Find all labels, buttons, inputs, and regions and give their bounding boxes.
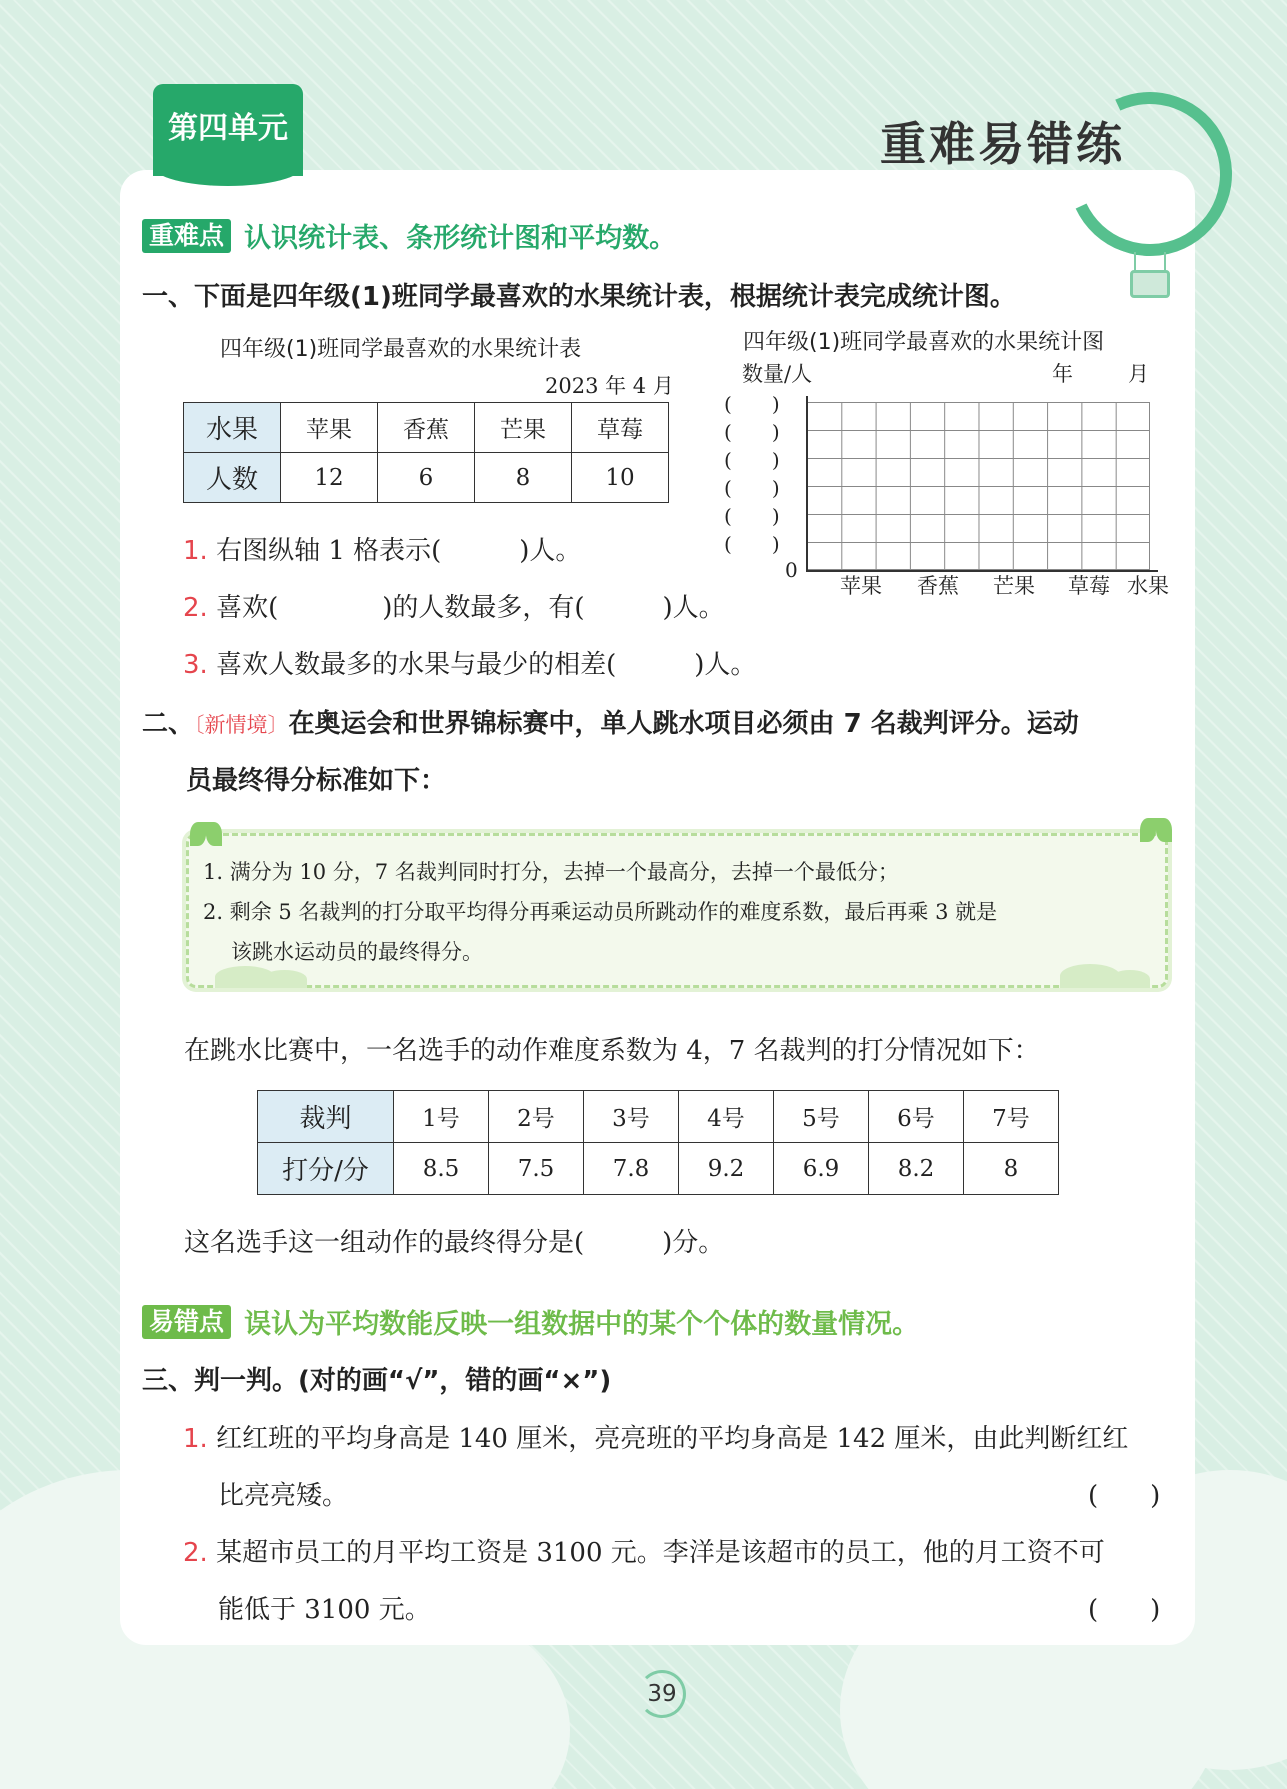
chart-x-tick: 草莓 [1068, 574, 1110, 598]
table-cell: 6.9 [774, 1143, 869, 1195]
table-cell: 1号 [394, 1091, 489, 1143]
q3-item-text: 某超市员工的月平均工资是 3100 元。李洋是该超市的员工，他的月工资不可 [216, 1538, 1105, 1568]
q2-text: 在奥运会和世界锦标赛中，单人跳水项目必须由 7 名裁判评分。运动 [288, 709, 1079, 739]
q2-intro: 在跳水比赛中，一名选手的动作难度系数为 4，7 名裁判的打分情况如下： [184, 1036, 1040, 1066]
y-tick-blank[interactable]: ( ) [724, 392, 780, 416]
chart-ylabel: 数量/人 [742, 362, 813, 386]
table-header-cell: 人数 [184, 453, 281, 503]
q2-line1 [142, 703, 1079, 740]
table-header-cell: 打分/分 [258, 1143, 394, 1195]
chart-origin: 0 [785, 558, 798, 582]
q2-prefix: 二、 [142, 709, 195, 739]
chart-x-tick: 香蕉 [917, 574, 959, 598]
table-cell: 芒果 [475, 403, 572, 453]
leaf-icon [206, 822, 222, 846]
q3-title: 三、判一判。(对的画“√”，错的画“×”) [142, 1366, 612, 1396]
q3-item-text: 红红班的平均身高是 140 厘米，亮亮班的平均身高是 142 厘米，由此判断红红 [216, 1424, 1129, 1454]
q1-sub-number: 1. [183, 536, 208, 566]
table-cell: 7.5 [489, 1143, 584, 1195]
table-row [258, 1091, 1059, 1143]
judge-table [257, 1090, 1059, 1195]
leaf-icon [1156, 818, 1172, 842]
y-tick-blank[interactable]: ( ) [724, 504, 780, 528]
page-title: 重难易错练 [880, 117, 1125, 171]
q1-sub-number: 2. [183, 593, 208, 623]
balloon-rope-icon [1164, 252, 1166, 272]
table-header-cell: 裁判 [258, 1091, 394, 1143]
chart-x-tick: 芒果 [993, 574, 1035, 598]
chart-y-axis [806, 396, 808, 571]
table-cell: 香蕉 [378, 403, 475, 453]
y-tick-blank[interactable]: ( ) [724, 448, 780, 472]
chart-date-year: 年 [1052, 362, 1073, 386]
q3-item-1-line2: 比亮亮矮。 [218, 1481, 349, 1511]
table-row [184, 403, 669, 453]
leaf-icon [1140, 818, 1156, 842]
table-header-cell: 水果 [184, 403, 281, 453]
y-tick-blank[interactable]: ( ) [724, 532, 780, 556]
table-cell: 草莓 [572, 403, 669, 453]
q1-sub-3 [183, 644, 756, 681]
rule-line: 该跳水运动员的最终得分。 [231, 940, 483, 964]
table-row [258, 1143, 1059, 1195]
page-number: 39 [638, 1670, 686, 1718]
table-cell: 7号 [964, 1091, 1059, 1143]
table-cell: 3号 [584, 1091, 679, 1143]
table-cell: 苹果 [281, 403, 378, 453]
table-cell: 8.5 [394, 1143, 489, 1195]
y-tick-blank[interactable]: ( ) [724, 476, 780, 500]
q3-item-2-line2: 能低于 3100 元。 [218, 1595, 431, 1625]
bush-decoration [1110, 970, 1150, 988]
new-context-tag: 〔新情境〕 [194, 713, 289, 737]
unit-tab: 第四单元 [153, 84, 303, 176]
q1-sub-text: 右图纵轴 1 格表示( )人。 [216, 536, 582, 566]
table-cell: 8 [964, 1143, 1059, 1195]
error-point-tag: 易错点 [142, 1305, 231, 1339]
q2-question: 这名选手这一组动作的最终得分是( )分。 [184, 1228, 725, 1258]
key-point-tag: 重难点 [142, 219, 231, 253]
q2-line2: 员最终得分标准如下： [186, 766, 447, 796]
table-cell: 8 [475, 453, 572, 503]
table-cell: 6号 [869, 1091, 964, 1143]
table-cell: 10 [572, 453, 669, 503]
bush-decoration [262, 970, 307, 988]
error-point [142, 1302, 919, 1341]
table-cell: 9.2 [679, 1143, 774, 1195]
chart-title: 四年级(1)班同学最喜欢的水果统计图 [743, 330, 1105, 355]
table-cell: 12 [281, 453, 378, 503]
table-cell: 4号 [679, 1091, 774, 1143]
chart-y-tick-blanks [724, 390, 780, 558]
balloon-basket-icon [1130, 270, 1170, 298]
table-row [184, 453, 669, 503]
table-cell: 7.8 [584, 1143, 679, 1195]
key-point [142, 216, 676, 255]
chart-date-month: 月 [1128, 362, 1149, 386]
fruit-table [183, 402, 669, 503]
q3-item-number: 1. [183, 1424, 208, 1454]
fruit-table-title: 四年级(1)班同学最喜欢的水果统计表 [220, 337, 582, 362]
q1-sub-2 [183, 587, 725, 624]
rules-box [186, 833, 1168, 988]
q3-item-number: 2. [183, 1538, 208, 1568]
error-point-text: 误认为平均数能反映一组数据中的某个个体的数量情况。 [244, 1309, 920, 1340]
q1-sub-text: 喜欢人数最多的水果与最少的相差( )人。 [216, 650, 757, 680]
y-tick-blank[interactable]: ( ) [724, 420, 780, 444]
table-cell: 6 [378, 453, 475, 503]
chart-grid [807, 402, 1150, 570]
table-cell: 2号 [489, 1091, 584, 1143]
rule-line: 2. 剩余 5 名裁判的打分取平均得分再乘运动员所跳动作的难度系数，最后再乘 3 就是 [203, 900, 998, 924]
balloon-rope-icon [1134, 252, 1136, 272]
q3-answer-blank[interactable]: ( ) [1088, 1481, 1161, 1511]
fruit-table-date: 2023 年 4 月 [545, 374, 674, 398]
q1-sub-1 [183, 530, 581, 567]
q1-sub-number: 3. [183, 650, 208, 680]
leaf-icon [190, 822, 206, 846]
q3-answer-blank[interactable]: ( ) [1088, 1595, 1161, 1625]
key-point-text: 认识统计表、条形统计图和平均数。 [244, 223, 677, 254]
table-cell: 5号 [774, 1091, 869, 1143]
q1-sub-text: 喜欢( )的人数最多，有( )人。 [216, 593, 725, 623]
q1-title: 一、下面是四年级(1)班同学最喜欢的水果统计表，根据统计表完成统计图。 [142, 282, 1016, 312]
chart-x-tick: 苹果 [840, 574, 882, 598]
q3-item-1-line1 [183, 1418, 1128, 1455]
rule-line: 1. 满分为 10 分，7 名裁判同时打分，去掉一个最高分，去掉一个最低分； [203, 860, 899, 884]
q3-item-2-line1 [183, 1532, 1105, 1569]
chart-xlabel: 水果 [1127, 574, 1169, 598]
table-cell: 8.2 [869, 1143, 964, 1195]
